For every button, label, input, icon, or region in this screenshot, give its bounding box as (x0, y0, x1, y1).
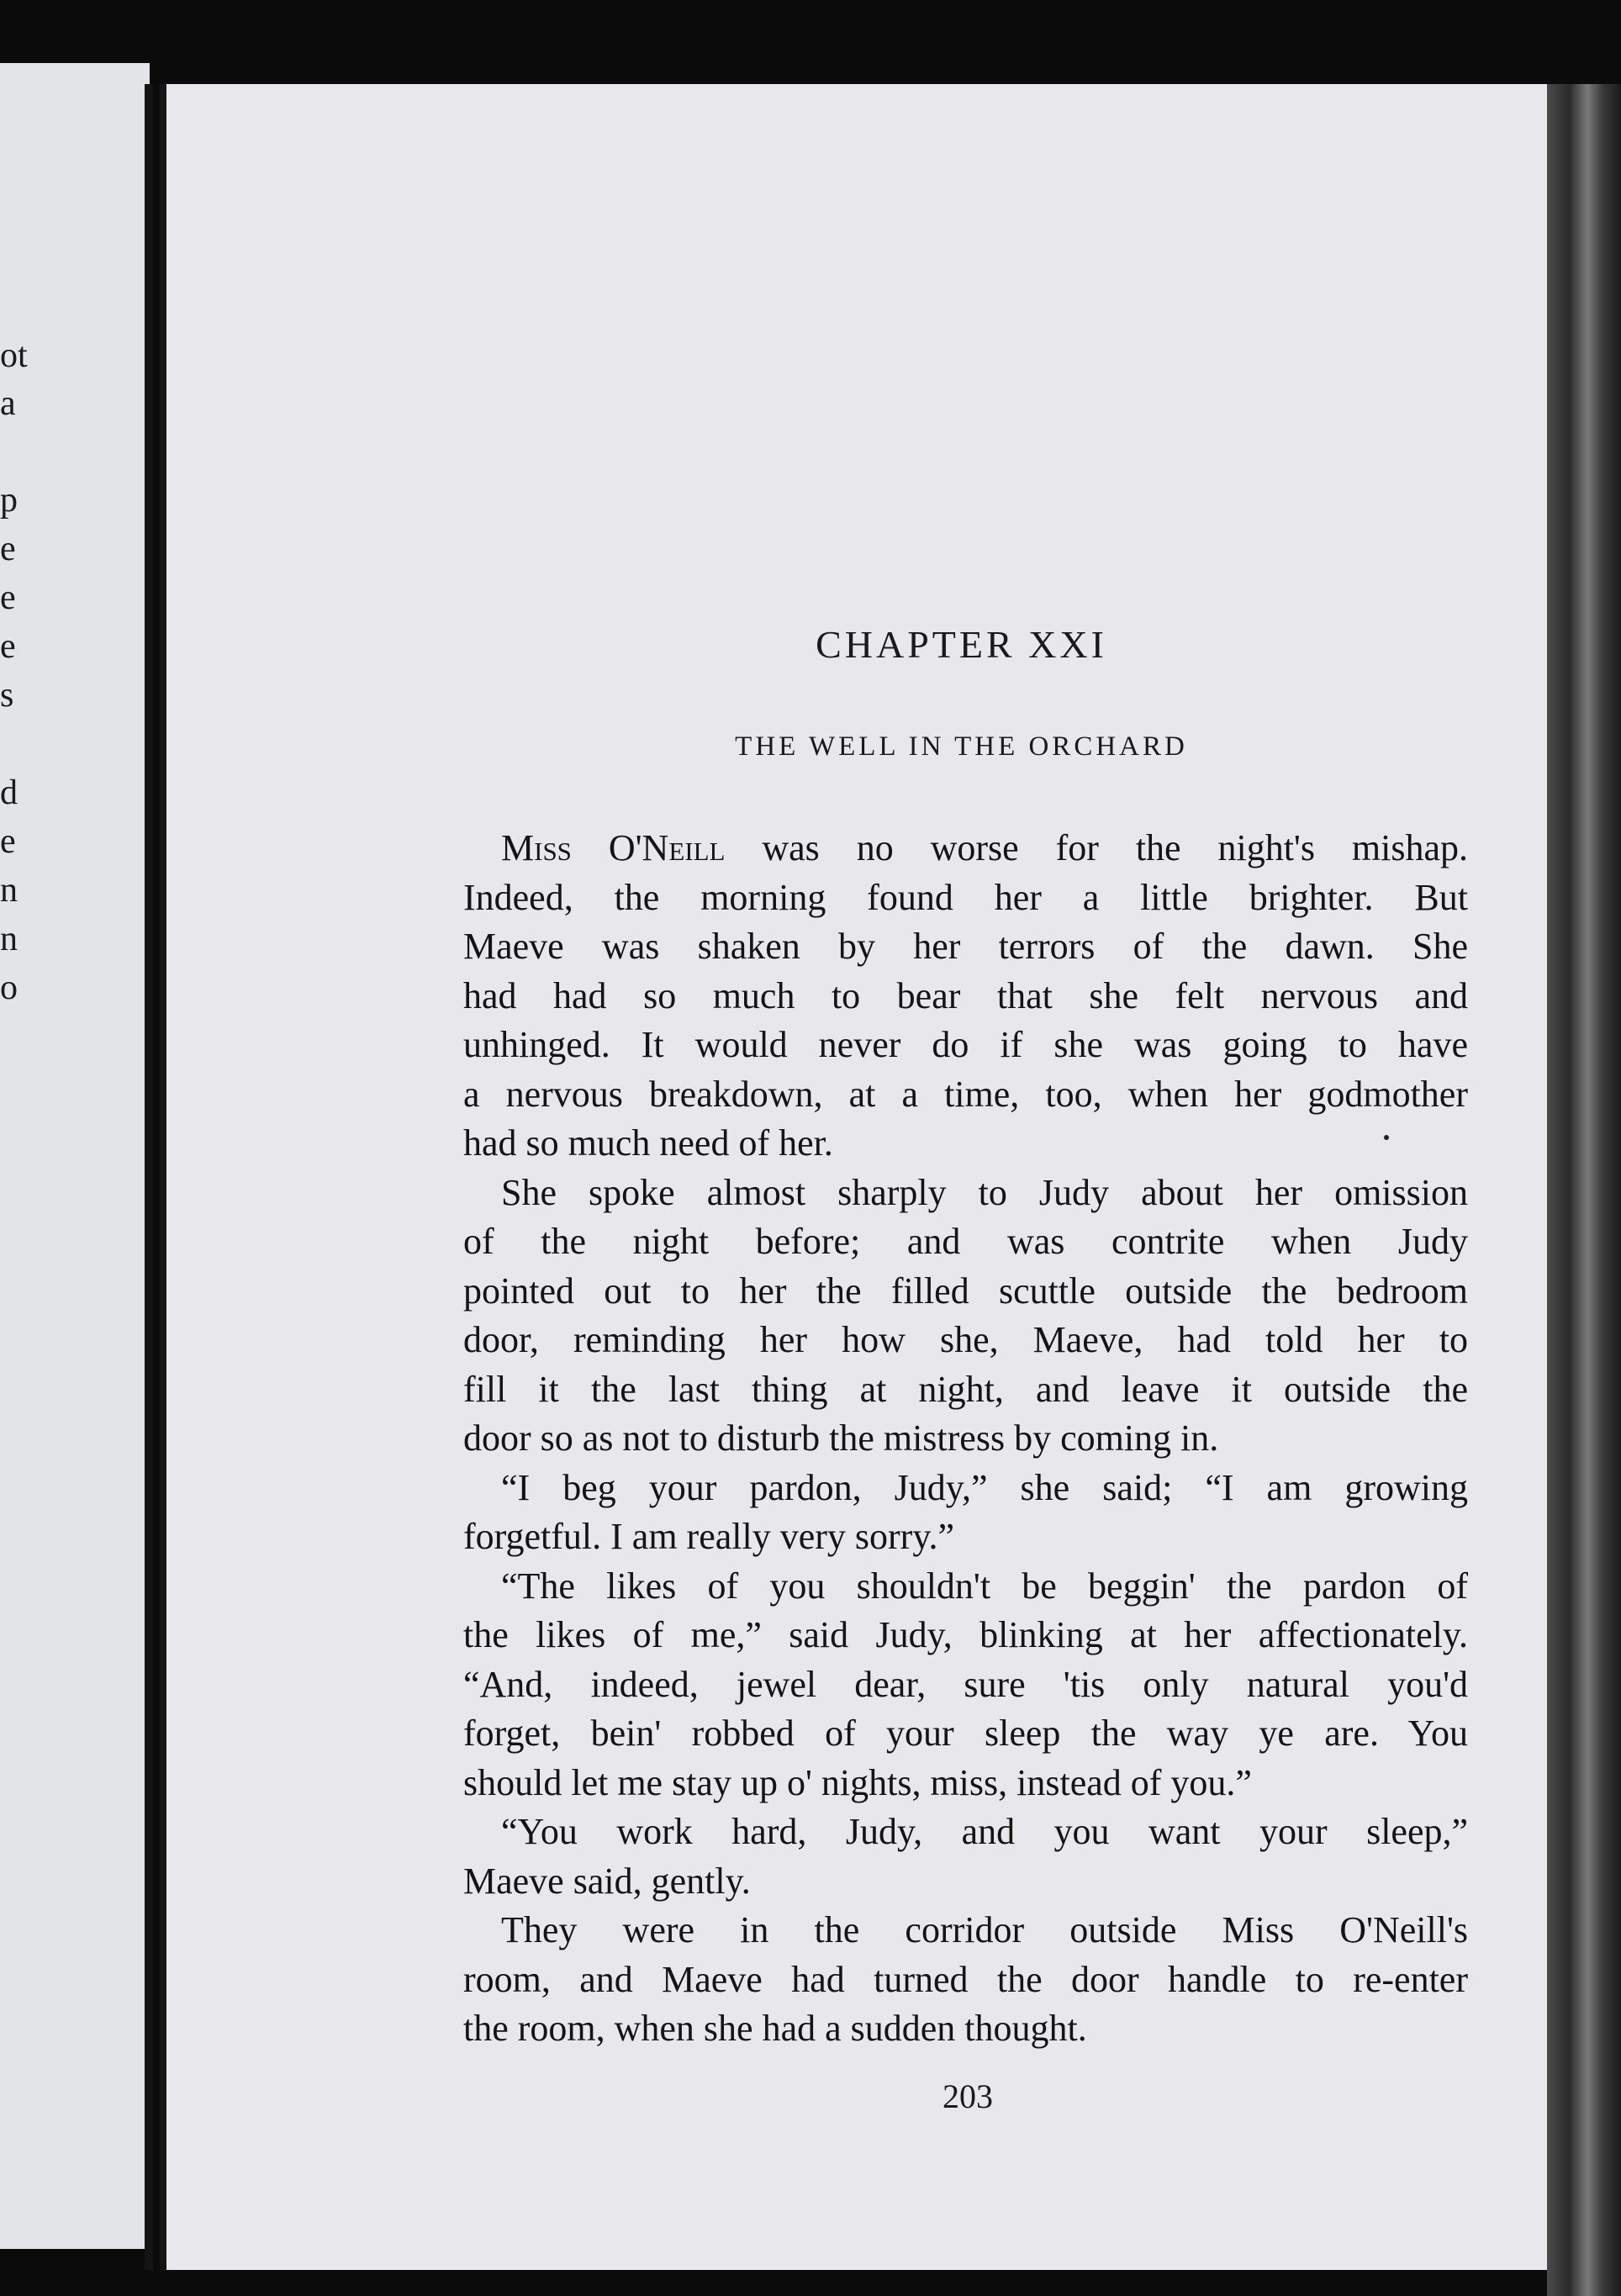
text-line-content: had had so much to bear that she felt nervous and (463, 974, 1468, 1016)
page-edge-shadow (1547, 84, 1621, 2296)
text-line (463, 1316, 1468, 1364)
text-line-content: room, and Maeve had turned the door handle to re-enter (463, 1958, 1468, 2000)
text-line (463, 1464, 1468, 1512)
left-fragment: a (0, 384, 16, 423)
text-line (463, 1021, 1468, 1069)
text-line-content: Maeve was shaken by her terrors of the dawn. She (463, 926, 1468, 967)
text-line-content: door so as not to disturb the mistress by coming in. (463, 1417, 1219, 1459)
text-line-content: was no worse for the night's mishap. (725, 827, 1468, 868)
left-fragment: e (0, 822, 16, 861)
text-line-content: “I beg your pardon, Judy,” she said; “I am growing (501, 1466, 1468, 1508)
text-line (463, 824, 1468, 873)
left-fragment: e (0, 578, 16, 617)
text-line (463, 1857, 1468, 1906)
text-line-content: a nervous breakdown, at a time, too, when her godmother (463, 1073, 1468, 1115)
text-line (463, 1611, 1468, 1660)
text-line (463, 1562, 1468, 1611)
left-fragment: ot (0, 336, 28, 375)
text-line (463, 1808, 1468, 1856)
text-line (463, 1169, 1468, 1217)
chapter-subtitle: THE WELL IN THE ORCHARD (735, 731, 1188, 762)
text-line-content: had so much need of her. (463, 1122, 833, 1164)
left-fragment: p (0, 481, 18, 520)
text-line-content: forgetful. I am really very sorry.” (463, 1516, 954, 1557)
text-line (463, 1119, 1468, 1168)
text-line (463, 2004, 1468, 2053)
left-fragment: d (0, 773, 18, 812)
text-line-content: Maeve said, gently. (463, 1860, 751, 1902)
book-gutter (145, 84, 153, 2270)
text-line-content: door, reminding her how she, Maeve, had told her to (463, 1319, 1468, 1360)
text-line-content: “And, indeed, jewel dear, sure 'tis only natural you'd (463, 1663, 1468, 1705)
text-line (463, 1709, 1468, 1758)
text-line-content: They were in the corridor outside Miss O'Neill's (501, 1909, 1468, 1950)
text-line-content: “The likes of you shouldn't be beggin' the pardon of (501, 1565, 1468, 1607)
left-fragment: n (0, 871, 18, 910)
print-speck (1384, 1135, 1389, 1140)
text-line (463, 972, 1468, 1021)
text-line-content: unhinged. It would never do if she was going to have (463, 1024, 1468, 1065)
left-fragment: n (0, 920, 18, 958)
left-fragment: s (0, 676, 14, 715)
text-line (463, 1759, 1468, 1808)
text-line-content: forget, bein' robbed of your sleep the way ye are. You (463, 1713, 1468, 1754)
left-fragment: o (0, 969, 18, 1007)
text-line-content: of the night before; and was contrite when Judy (463, 1221, 1468, 1262)
text-line (463, 1365, 1468, 1414)
text-line (463, 874, 1468, 922)
text-line-content: the likes of me,” said Judy, blinking at her affectionately. (463, 1614, 1468, 1655)
text-line (463, 1660, 1468, 1709)
text-line (463, 1414, 1468, 1463)
text-line (463, 1956, 1468, 2004)
book-page (160, 84, 1562, 2270)
left-fragment: e (0, 627, 16, 666)
text-line (463, 1070, 1468, 1119)
text-line (463, 922, 1468, 971)
text-line-content: pointed out to her the filled scuttle outside the bedroom (463, 1269, 1468, 1312)
text-line-content: should let me stay up o' nights, miss, instead of you.” (463, 1761, 1252, 1803)
text-line-content: fill it the last thing at night, and leave it outside the (463, 1368, 1468, 1410)
chapter-title: CHAPTER XXI (816, 623, 1107, 666)
text-line-content: She spoke almost sharply to Judy about her omission (501, 1171, 1468, 1213)
left-fragment: e (0, 530, 16, 568)
text-line-content: Indeed, the morning found her a little brighter. But (463, 876, 1468, 918)
left-page-edge (0, 63, 150, 2249)
page-number: 203 (943, 2077, 993, 2115)
text-line-content: the room, when she had a sudden thought. (463, 2008, 1087, 2049)
text-line (463, 1512, 1468, 1561)
text-line (463, 1217, 1468, 1266)
text-line-content: “You work hard, Judy, and you want your sleep,” (501, 1811, 1468, 1852)
text-line (463, 1906, 1468, 1955)
text-line (463, 1267, 1468, 1316)
opening-small-caps: Miss O'Neill (501, 827, 726, 868)
